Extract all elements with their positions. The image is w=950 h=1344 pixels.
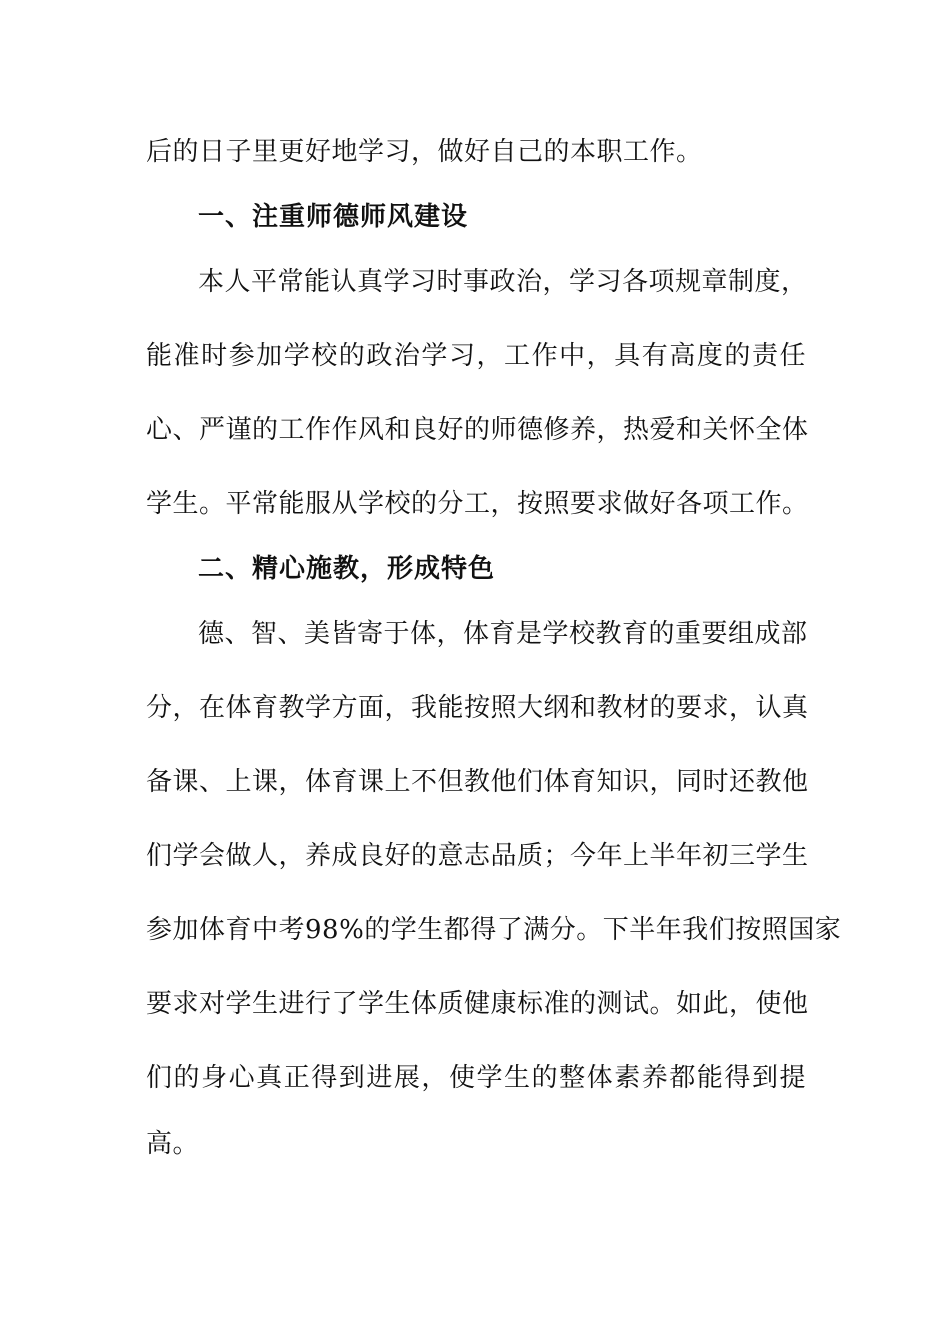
paragraph-line: 参加体育中考98%的学生都得了满分。下半年我们按照国家 <box>146 915 842 945</box>
section-heading-1: 一、注重师德师风建设 <box>198 202 469 232</box>
paragraph-line: 德、智、美皆寄于体，体育是学校教育的重要组成部 <box>198 619 808 649</box>
paragraph-line: 分，在体育教学方面，我能按照大纲和教材的要求，认真 <box>146 693 809 723</box>
section-heading-2: 二、精心施教，形成特色 <box>198 554 496 584</box>
paragraph-line: 们的身心真正得到进展，使学生的整体素养都能得到提 <box>146 1063 806 1093</box>
paragraph-line: 要求对学生进行了学生体质健康标准的测试。如此，使他 <box>146 989 809 1019</box>
paragraph-line: 能准时参加学校的政治学习，工作中，具有高度的责任 <box>146 341 806 371</box>
paragraph-line: 后的日子里更好地学习，做好自己的本职工作。 <box>146 137 703 167</box>
paragraph-line: 高。 <box>146 1129 200 1159</box>
paragraph-line: 学生。平常能服从学校的分工，按照要求做好各项工作。 <box>146 489 809 519</box>
paragraph-line: 本人平常能认真学习时事政治，学习各项规章制度， <box>198 267 808 297</box>
paragraph-line: 备课、上课，体育课上不但教他们体育知识，同时还教他 <box>146 767 809 797</box>
paragraph-line: 们学会做人，养成良好的意志品质；今年上半年初三学生 <box>146 841 809 871</box>
paragraph-line: 心、严谨的工作作风和良好的师德修养，热爱和关怀全体 <box>146 415 809 445</box>
